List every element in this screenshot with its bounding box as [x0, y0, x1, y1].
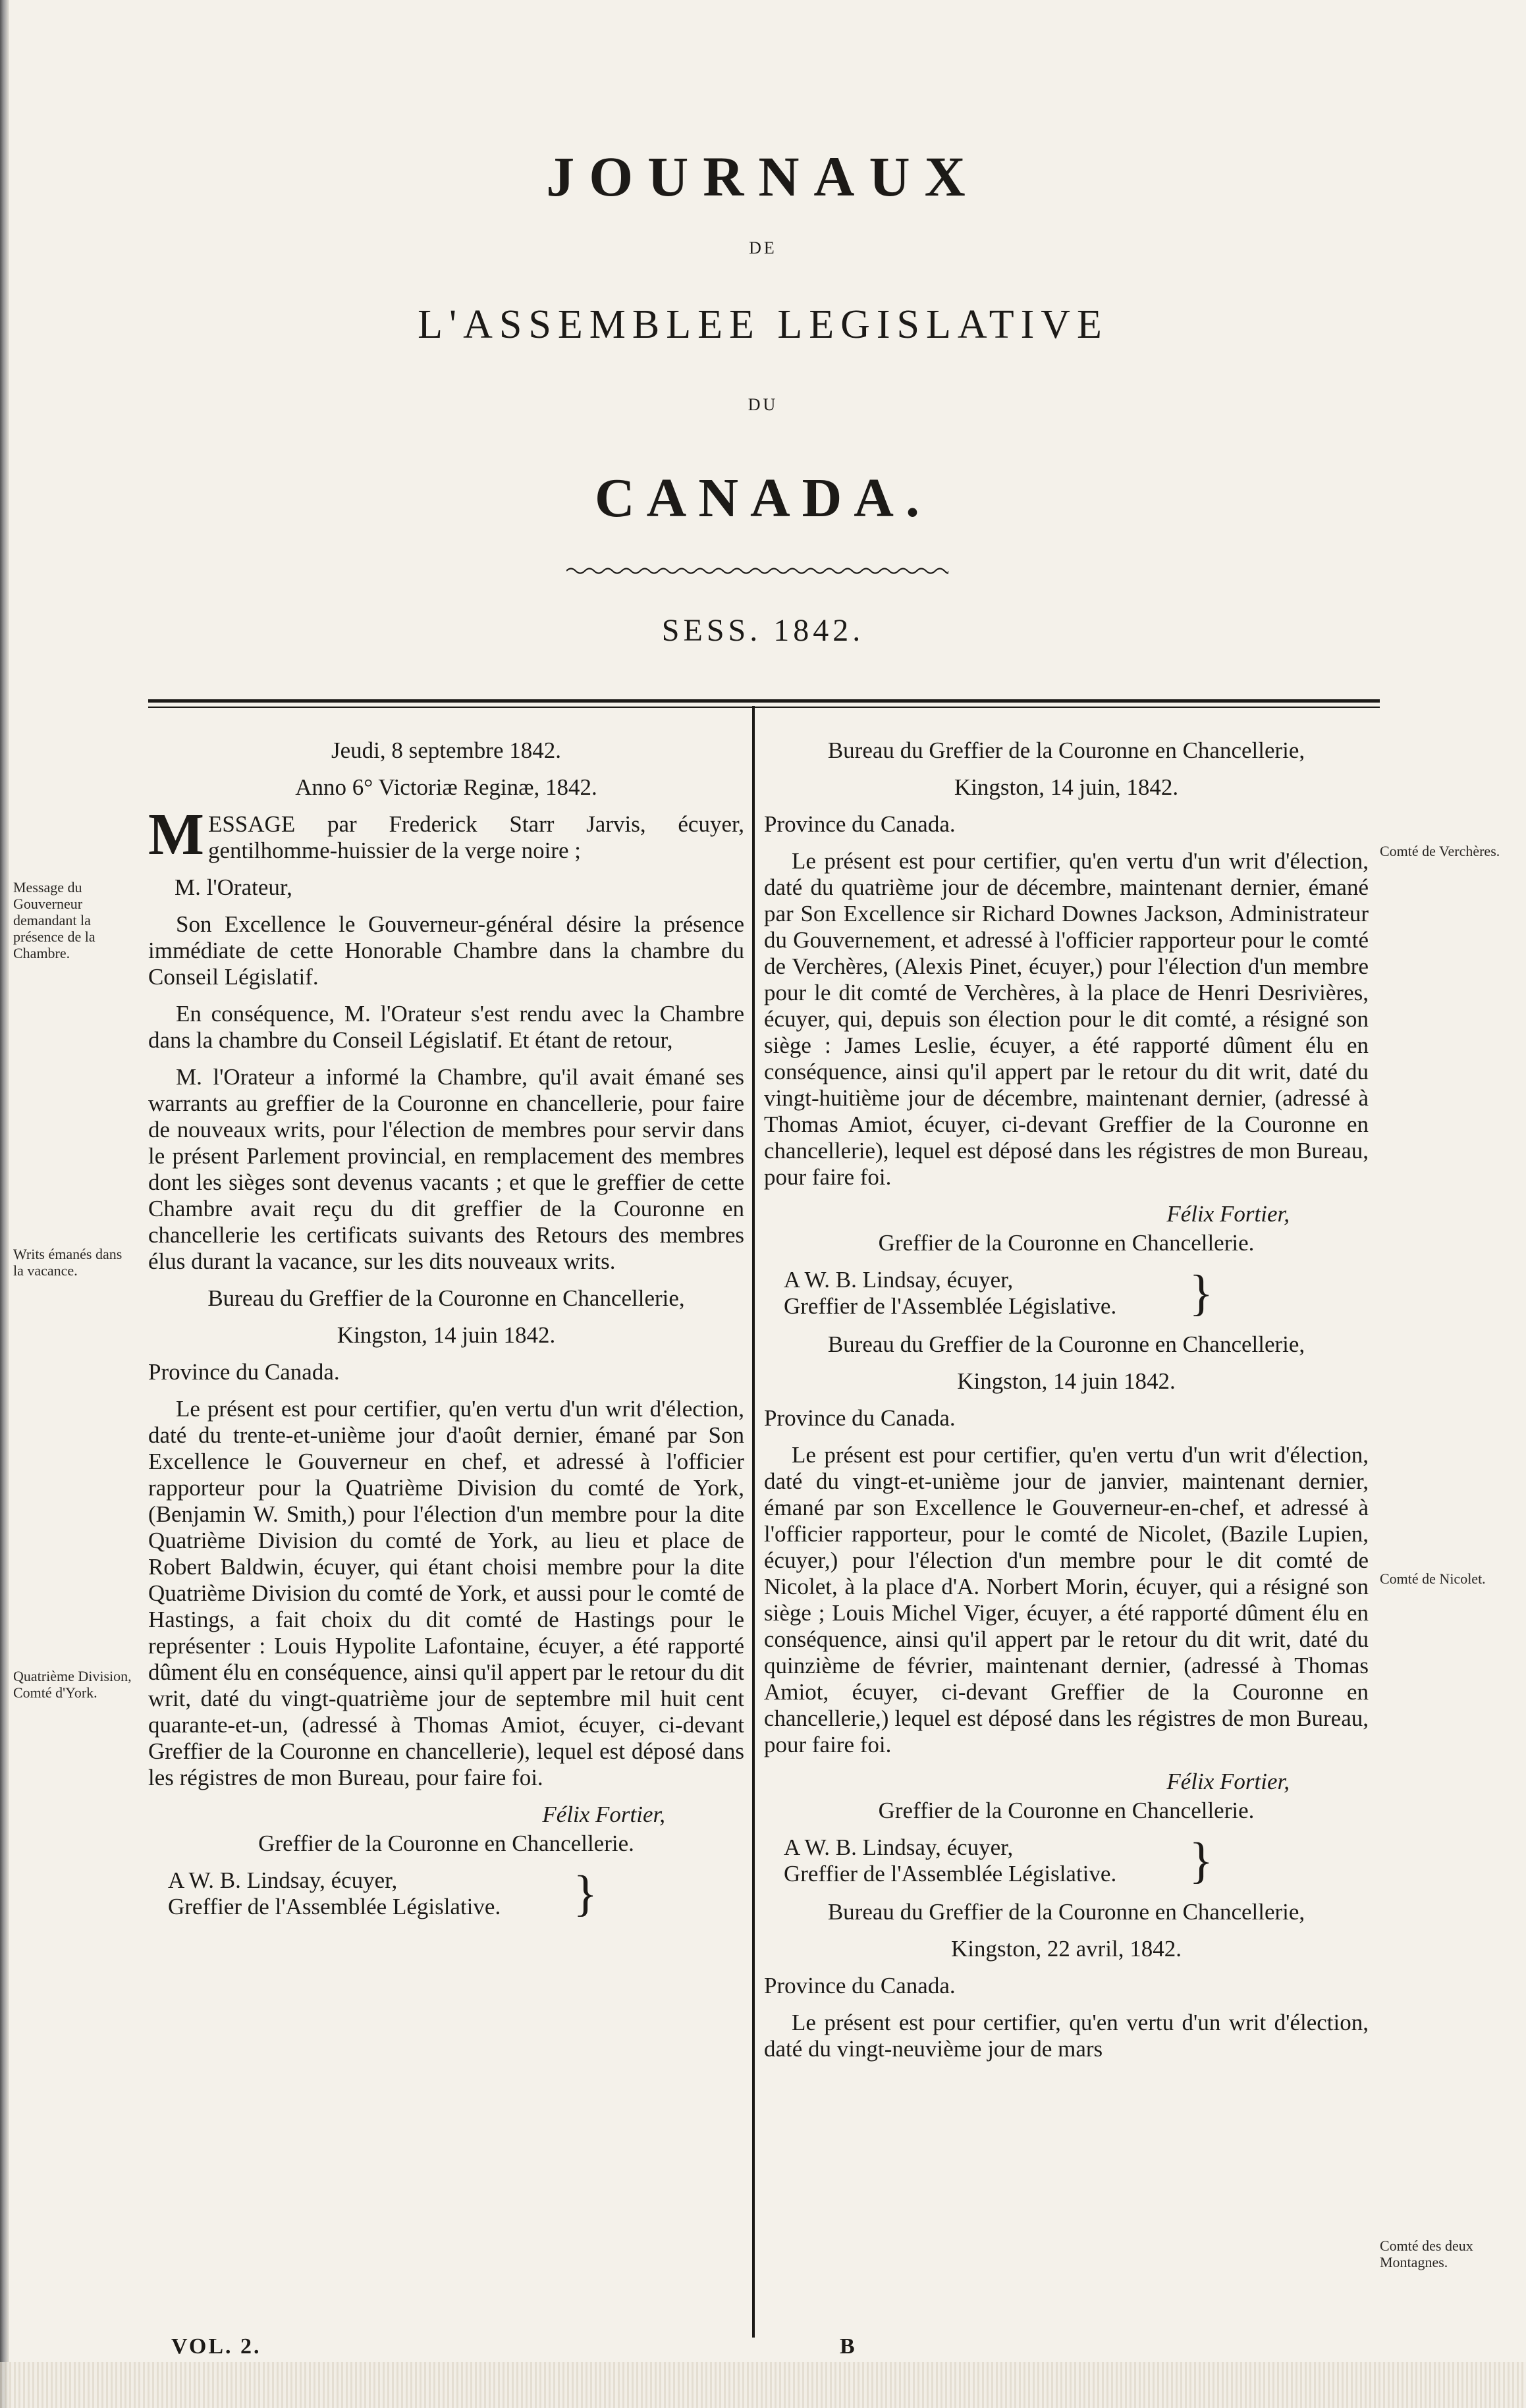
- speaker-salutation: M. l'Orateur,: [175, 874, 292, 900]
- title-du: DU: [748, 395, 778, 414]
- addressee-title: Greffier de l'Assemblée Législative.: [168, 1894, 501, 1919]
- title-de: DE: [749, 238, 777, 257]
- message-paragraph: [148, 802, 744, 867]
- province-heading: Province du Canada.: [764, 1973, 956, 1998]
- margin-note-nicolet: Comté de Nicolet.: [1380, 1570, 1486, 1587]
- message-text: ESSAGE par Frederick Starr Jarvis, écuyer, gentilhomme-huissier de la verge noire ;: [207, 811, 744, 863]
- signature: Félix Fortier,: [1166, 1201, 1290, 1227]
- brace-glyph: }: [1189, 1833, 1213, 1888]
- sitting-date: Jeudi, 8 septembre 1842.: [331, 737, 561, 763]
- signature-mark: B: [840, 2334, 855, 2359]
- header-rule-thick: [148, 699, 1380, 703]
- margin-note-message: Message du Gouverneur demandant la présence de la Chambre.: [13, 879, 95, 961]
- addressee-block: [784, 1266, 1213, 1321]
- paper-texture: [0, 2362, 1526, 2408]
- brace-glyph: }: [573, 1866, 597, 1921]
- signatory-title: Greffier de la Couronne en Chancellerie.: [258, 1831, 634, 1856]
- paragraph: En conséquence, M. l'Orateur s'est rendu avec la Chambre dans la chambre du Conseil Législatif. Et étant de retour,: [148, 1001, 744, 1053]
- margin-note-writs: Writs émanés dans la vacance.: [13, 1246, 123, 1279]
- addressee-name: A W. B. Lindsay, écuyer,: [784, 1834, 1014, 1860]
- province-heading: Province du Canada.: [148, 1359, 340, 1385]
- certificate-paragraph: Le présent est pour certifier, qu'en vertu d'un writ d'élection, daté du quatrième jour de décembre, maintenant dernier, émané par Son Excellence sir Richard Downes Jackson, Administrateur du Gouvernement, et adressé à l'officier rapporteur pour le comté de Verchères, (Alexis Pinet, écuyer,) pour l'élection d'un membre pour le dit comté de Verchères, à la place de Henri Desrivières, écuyer, qui, depuis son élection pour le dit comté, a résigné son siège : James Leslie, écuyer, a été rapporté dûment élu en conséquence, ainsi qu'il appert par le retour du dit writ, daté du vingt-huitième jour de décembre, maintenant dernier, (adressé à Thomas Amiot, écuyer, ci-devant Greffier de la Couronne en chancellerie), lequel est déposé dans les régistres de mon Bureau, pour faire foi.: [764, 848, 1369, 1190]
- addressee-name: A W. B. Lindsay, écuyer,: [168, 1867, 398, 1893]
- place-date: Kingston, 14 juin 1842.: [337, 1322, 556, 1348]
- place-date: Kingston, 22 avril, 1842.: [951, 1936, 1182, 1962]
- addressee-block: [784, 1833, 1213, 1888]
- addressee-title: Greffier de l'Assemblée Législative.: [784, 1293, 1117, 1319]
- margin-note-deux-montagnes: Comté des deux Montagnes.: [1380, 2237, 1473, 2270]
- brace-glyph: }: [1189, 1266, 1213, 1321]
- margin-note-vercheres: Comté de Verchères.: [1380, 843, 1500, 859]
- addressee-name: A W. B. Lindsay, écuyer,: [784, 1267, 1014, 1293]
- column-divider: [752, 706, 755, 2338]
- drop-cap: M: [148, 802, 204, 867]
- margin-note-york: Quatrième Division, Comté d'York.: [13, 1668, 132, 1701]
- bureau-heading: Bureau du Greffier de la Couronne en Chancellerie,: [827, 1331, 1305, 1357]
- signatory-title: Greffier de la Couronne en Chancellerie.: [878, 1230, 1255, 1256]
- ornamental-wavy-rule: [566, 565, 948, 577]
- session-heading: SESS. 1842.: [661, 613, 865, 648]
- bureau-heading: Bureau du Greffier de la Couronne en Chancellerie,: [207, 1285, 685, 1311]
- bureau-heading: Bureau du Greffier de la Couronne en Chancellerie,: [827, 1899, 1305, 1925]
- signature: Félix Fortier,: [542, 1802, 665, 1827]
- certificate-paragraph: Le présent est pour certifier, qu'en vertu d'un writ d'élection, daté du vingt-neuvième jour de mars: [764, 2010, 1369, 2062]
- place-date: Kingston, 14 juin, 1842.: [954, 774, 1179, 800]
- left-column: [148, 737, 744, 1920]
- regnal-year: Anno 6° Victoriæ Reginæ, 1842.: [295, 774, 597, 800]
- country-title: CANADA.: [595, 468, 931, 529]
- addressee-title: Greffier de l'Assemblée Législative.: [784, 1861, 1117, 1886]
- paragraph: Son Excellence le Gouverneur-général désire la présence immédiate de cette Honorable Chambre dans la chambre du Conseil Législatif.: [148, 911, 744, 990]
- signature: Félix Fortier,: [1166, 1769, 1290, 1794]
- signatory-title: Greffier de la Couronne en Chancellerie.: [878, 1798, 1255, 1823]
- province-heading: Province du Canada.: [764, 811, 956, 837]
- page-binding-edge: [0, 0, 9, 2408]
- province-heading: Province du Canada.: [764, 1405, 956, 1431]
- addressee-block: [168, 1866, 597, 1921]
- assembly-title: L'ASSEMBLEE LEGISLATIVE: [418, 302, 1108, 347]
- journal-title: JOURNAUX: [546, 145, 980, 208]
- place-date: Kingston, 14 juin 1842.: [957, 1368, 1176, 1394]
- certificate-paragraph: Le présent est pour certifier, qu'en vertu d'un writ d'élection, daté du vingt-et-unième jour de janvier, maintenant dernier, émané par son Excellence le Gouverneur-en-chef, et adressé à l'officier rapporteur, pour le comté de Nicolet, (Bazile Lupien, écuyer,) pour l'élection d'un membre pour le dit comté de Nicolet, à la place d'A. Norbert Morin, écuyer, qui a résigné son siège ; Louis Michel Viger, écuyer, a été rapporté dûment élu en conséquence, ainsi qu'il appert par le retour du dit writ, daté du quinzième de février, maintenant dernier, (adressé à Thomas Amiot, écuyer, ci-devant Greffier de la Couronne en chancellerie,) lequel est déposé dans les régistres de mon Bureau, pour faire foi.: [764, 1442, 1369, 1757]
- header-rule-thin: [148, 707, 1380, 708]
- paragraph: M. l'Orateur a informé la Chambre, qu'il avait émané ses warrants au greffier de la Couronne en chancellerie, pour faire de nouveaux writs, pour l'élection de membres pour servir dans le présent Parlement provincial, en remplacement des membres dont les sièges sont devenus vacants ; et que le greffier de cette Chambre avait reçu du dit greffier de la Couronne en chancellerie les certificats suivants des Retours des membres élus durant la vacance, sur les dits nouveaux writs.: [148, 1064, 744, 1274]
- bureau-heading: Bureau du Greffier de la Couronne en Chancellerie,: [827, 737, 1305, 763]
- right-column: [764, 737, 1369, 2073]
- certificate-paragraph: Le présent est pour certifier, qu'en vertu d'un writ d'élection, daté du trente-et-unième jour d'août dernier, émané par Son Excellence le Gouverneur en chef, et adressé à l'officier rapporteur pour la Quatrième Division du comté de York, (Benjamin W. Smith,) pour l'élection d'un membre pour la dite Quatrième Division du comté de York, au lieu et place de Robert Baldwin, écuyer, qui étant choisi membre pour la dite Quatrième Division du comté de York, et aussi pour le comté de Hastings, a fait choix du dit comté de Hastings pour le représenter : Louis Hypolite Lafontaine, écuyer, a été rapporté dûment élu en conséquence, ainsi qu'il appert par le retour du dit writ, daté du vingt-quatrième jour de septembre mil huit cent quarante-et-un, (adressé à Thomas Amiot, écuyer, ci-devant Greffier de la Couronne en chancellerie), lequel est déposé dans les régistres de mon Bureau, pour faire foi.: [148, 1396, 744, 1790]
- volume-number: VOL. 2.: [171, 2334, 261, 2359]
